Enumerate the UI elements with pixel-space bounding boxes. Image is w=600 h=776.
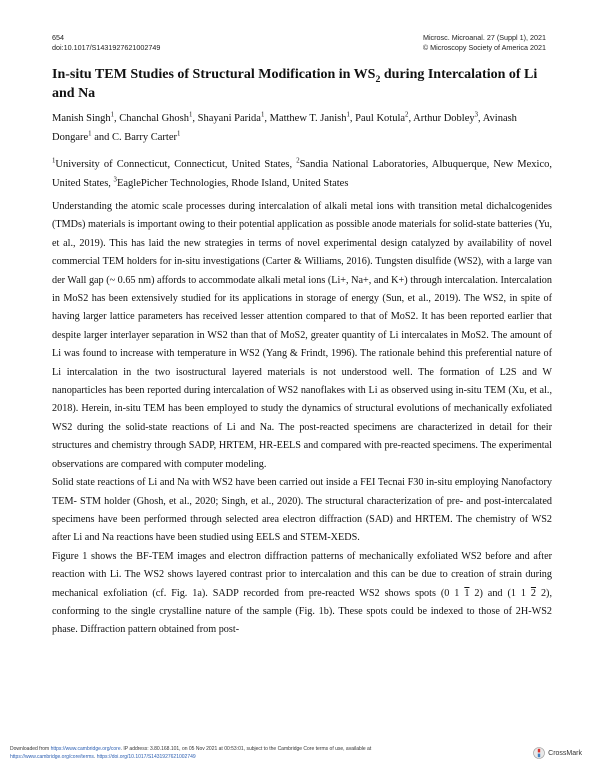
crossmark-icon: [533, 747, 545, 759]
paragraph-methods: Solid state reactions of Li and Na with WS2 have been carried out inside a FEI Tecnai F30 in-situ employing Nanofactory TEM- STM holder (Ghosh, et al., 2020; Singh, et al., 2020). The structural characterization of pre- and post-intercalated specimens have been performed through selected area electron diffraction (SAD) and HRTEM. The chemistry of WS2 after Li and Na reactions have been studied using EELS and STEM-XEDS.: [52, 477, 552, 544]
header-right: [423, 33, 546, 53]
download-footer: Downloaded from https://www.cambridge.org/core. IP address: 3.80.168.101, on 05 Nov 2021 at 00:53:01, subject to the Cambridge Core terms of use, available at https://www.cambridge.org/core/terms. https://doi.org/10.1017/S1431927621002749: [10, 746, 372, 760]
article-title: In-situ TEM Studies of Structural Modification in $WS_2$ during Intercalation of Li and Na: [52, 67, 538, 101]
doi-link[interactable]: https://doi.org/10.1017/S1431927621002749: [96, 754, 196, 760]
paragraph-results: Figure 1 shows the BF-TEM images and electron diffraction patterns of mechanically exfoliated WS2 before and after reaction with Li. The WS2 shows layered contrast prior to intercalation and this can be due to creation of strain during mechanical exfoliation (cf. Fig. 1a). SADP recorded from pre-reacted WS2 shows spots (0 1 1 2) and (1 1 2 2), conforming to the single crystalline nature of the sample (Fig. 1b). These spots could be indexed to those of 2H-WS2 phase. Diffraction pattern obtained from post-: [52, 550, 552, 636]
author: Matthew T. Janish$^1$: [269, 111, 350, 124]
article-body: [52, 198, 552, 640]
author: Manish Singh$^1$: [52, 111, 115, 124]
affiliations: $^1$University of Connecticut, Connecticut, United States, $^2$Sandia National Laboratories, Albuquerque, New Mexico, United States, $^3$EaglePicher Technologies, Rhode Island, United States: [52, 157, 552, 189]
cambridge-core-link[interactable]: https://www.cambridge.org/core: [50, 746, 121, 752]
paragraph-intro: Understanding the atomic scale processes during intercalation of alkali metal ions with transition metal dichalcogenides (TMDs) materials is important owing to their potential application as possible anode materials for solid-state batteries (Yu, et al., 2019). This has laid the new strategies in terms of novel experimental design catalyzed by availability of novel commercial TEM holders for in-situ investigations (Carter & Williams, 2016). Tungsten disulfide (WS2), with a large van der Wall gap (~ 0.65 nm) affords to accommodate alkali metal ions (Li+, Na+, and K+) through intercalation. Intercalation in MoS2 has been extensively studied for its applications in storage of energy (Sun, et al., 2019). The WS2, in spite of having larger lattice parameters has received lesser attention compared to that of MoS2. It has been reported earlier that despite larger interlayer separation in WS2 than that of MoS2, greater quantity of Li intercalates in MoS2. The amount of Li was found to increase with temperature in WS2 (Yang & Frindt, 1996). The rationale behind this preferential nature of Li intercalation in the two isostructural layered materials is not understood well. The formation of L2S and W nanoparticles has been reported during intercalation of WS2 nanoflakes with Li as observed using in-situ TEM (Xu, et al., 2018). Herein, in-situ TEM has been employed to study the dynamics of structural evolutions of mechanically exfoliated WS2 during the solid-state reactions of Li and Na. The post-reacted specimens are characterized in detail for their structures and chemistry through SADP, HRTEM, HR-EELS and compared with pre-reacted specimens. The experimental observations are compared with computer modeling.: [52, 201, 552, 470]
page-number: 654: [52, 33, 64, 42]
author: C. Barry Carter$^1$: [111, 130, 181, 143]
journal-citation: Microsc. Microanal. 27 (Suppl 1), 2021: [422, 33, 546, 42]
terms-link[interactable]: https://www.cambridge.org/core/terms: [10, 754, 94, 760]
author: Paul Kotula$^2$: [355, 111, 409, 124]
author: Arthur Dobley$^3$: [413, 111, 479, 124]
header-left: [52, 33, 160, 53]
crossmark-label: CrossMark: [548, 749, 582, 757]
doi: doi:10.1017/S1431927621002749: [52, 43, 161, 52]
author-list: Manish Singh$^1$, Chanchal Ghosh$^1$, Shayani Parida$^1$, Matthew T. Janish$^1$, Paul Kotula$^2$, Arthur Dobley$^3$, Avinash Dongare$^1$ and C. Barry Carter$^1$: [52, 111, 517, 143]
author: Chanchal Ghosh$^1$: [119, 111, 193, 124]
author: Shayani Parida$^1$: [197, 111, 265, 124]
author: Avinash Dongare$^1$: [52, 113, 517, 143]
crossmark-badge[interactable]: [533, 747, 582, 759]
copyright: © Microscopy Society of America 2021: [422, 43, 546, 52]
